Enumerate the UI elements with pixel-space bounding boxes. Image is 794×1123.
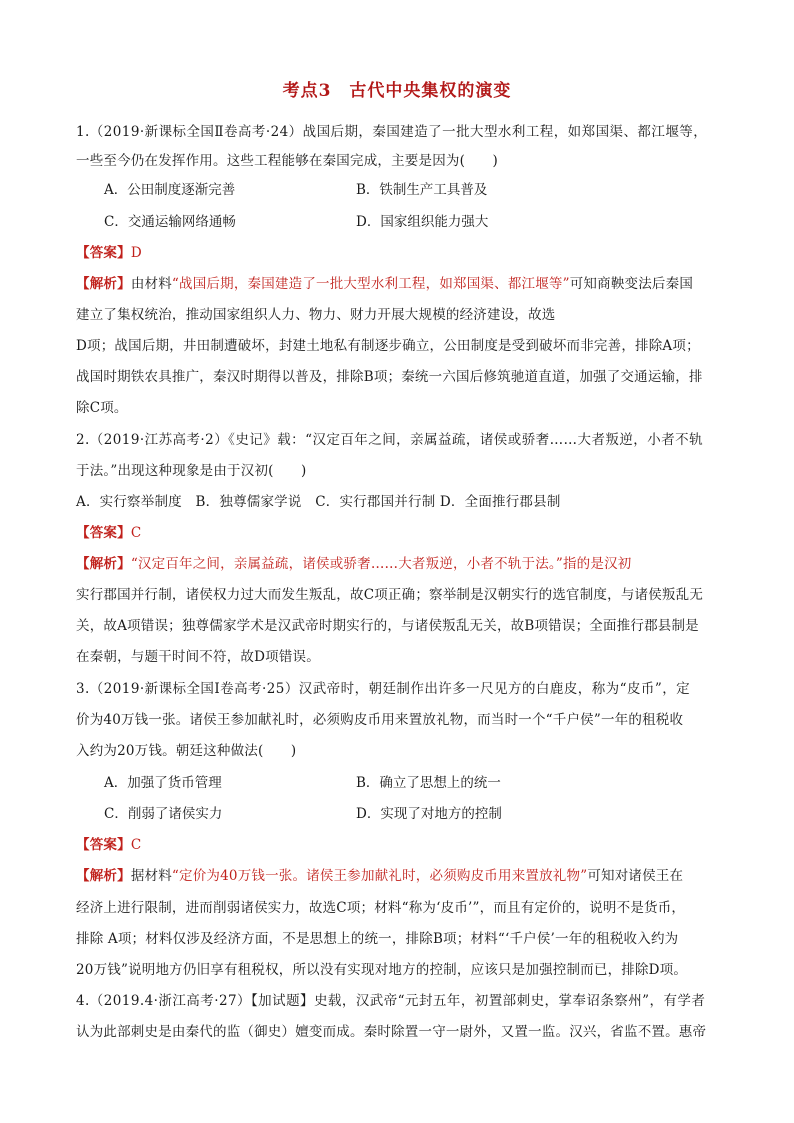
q1-option-b: B．铁制生产工具普及: [356, 182, 488, 198]
q2-stem-line-1: 2.（2019·江苏高考·2）《史记》载：“汉定百年之间，亲属益疏，诸侯或骄奢……大者叛逆，小者不轨: [76, 432, 704, 448]
answer-value: D: [130, 245, 142, 261]
analysis-text: 可知对诸侯王在: [587, 868, 684, 884]
q3-option-a: A．加强了货币管理: [104, 775, 222, 791]
q3-option-b: B．确立了思想上的统一: [356, 775, 501, 791]
analysis-quote: “定价为40万钱一张。诸侯王参加献礼时，必须购皮币用来置放礼物”: [171, 868, 588, 884]
q1-analysis-line-5: 除C项。: [76, 400, 128, 416]
analysis-text: 据材料: [130, 868, 172, 884]
q3-analysis-line-4: 20万钱”说明地方仍旧享有租税权，所以没有实现对地方的控制，应该只是加强控制而已，排除D项。: [76, 962, 688, 978]
q2-analysis-line-3: 关，故A项错误；独尊儒家学术是汉武帝时期实行的，与诸侯叛乱无关，故B项错误；全面推行郡县制是: [76, 618, 699, 634]
q2-analysis-line-4: 在秦朝，与题干时间不符，故D项错误。: [76, 649, 320, 665]
q3-analysis-line-3: 排除 A项；材料仅涉及经济方面，不是思想上的统一，排除B项；材料“‘千户侯’一年的租税收入约为: [76, 931, 679, 947]
answer-label: 【答案】: [76, 245, 131, 261]
analysis-text: 由材料: [130, 276, 172, 292]
q2-options: A．实行察举制度 B．独尊儒家学说 C．实行郡国并行制 D．全面推行郡县制: [76, 494, 561, 510]
q3-option-c: C．削弱了诸侯实力: [104, 806, 223, 822]
q1-option-a: A．公田制度逐渐完善: [104, 182, 236, 198]
q1-stem-line-1: 1.（2019·新课标全国Ⅱ卷高考·24）战国后期，秦国建造了一批大型水利工程，如郑国渠、都江堰等，: [76, 124, 708, 140]
analysis-label: 【解析】: [76, 276, 131, 292]
analysis-text: 可知商鞅变法后秦国: [569, 276, 694, 292]
q3-analysis-line-2: 经济上进行限制，进而削弱诸侯实力，故选C项；材料“称为‘皮币’”，而且有定价的，说明不是货币，: [76, 900, 686, 916]
analysis-label: 【解析】: [76, 868, 131, 884]
answer-value: C: [130, 837, 142, 853]
q1-option-d: D．国家组织能力强大: [356, 214, 489, 230]
analysis-quote: “汉定百年之间，亲属益疏，诸侯或骄奢……大者叛逆，小者不轨于法。”指的是汉初: [130, 556, 632, 572]
q1-stem-line-2: 一些至今仍在发挥作用。这些工程能够在秦国完成，主要是因为( ): [76, 153, 498, 169]
page-title: 考点3 古代中央集权的演变: [282, 81, 512, 101]
q1-analysis-line-1: [76, 275, 721, 293]
q3-stem-line-1: 3.（2019·新课标全国Ⅰ卷高考·25）汉武帝时，朝廷制作出许多一尺见方的白鹿皮，称为“皮币”，定: [76, 681, 691, 697]
q2-answer: [76, 524, 721, 542]
analysis-quote: “战国后期，秦国建造了一批大型水利工程，如郑国渠、都江堰等”: [171, 276, 570, 292]
q3-stem-line-3: 入约为20万钱。朝廷这种做法( ): [76, 743, 297, 759]
q1-analysis-line-4: 战国时期铁农具推广，秦汉时期得以普及，排除B项；秦统一六国后修筑驰道直道，加强了交通运输，排: [76, 369, 703, 385]
q4-stem-line-2: 认为此部刺史是由秦代的监（御史）嬗变而成。秦时除置一守一尉外，又置一监。汉兴，省监不置。惠帝: [76, 1024, 707, 1040]
q4-stem-line-1: 4.（2019.4·浙江高考·27）【加试题】史载，汉武帝“元封五年，初置部刺史，掌奉诏条察州”，有学者: [76, 993, 706, 1009]
q1-analysis-line-2: 建立了集权统治，推动国家组织人力、物力、财力开展大规模的经济建设，故选: [76, 307, 556, 323]
q2-analysis-line-1: [76, 555, 721, 573]
analysis-label: 【解析】: [76, 556, 131, 572]
answer-value: C: [130, 525, 142, 541]
q3-stem-line-2: 价为40万钱一张。诸侯王参加献礼时，必须购皮币用来置放礼物，而当时一个“千户侯”一年的租税收: [76, 712, 684, 728]
q2-stem-line-2: 于法。”出现这种现象是由于汉初( ): [76, 463, 307, 479]
q3-answer: [76, 836, 721, 854]
answer-label: 【答案】: [76, 837, 131, 853]
q1-answer: [76, 244, 721, 262]
q1-option-c: C．交通运输网络通畅: [104, 214, 236, 230]
q3-analysis-line-1: [76, 867, 721, 885]
q1-analysis-line-3: D项；战国后期，井田制遭破坏，封建土地私有制逐步确立，公田制度是受到破坏而非完善，排除A项；: [76, 338, 700, 354]
q3-option-d: D．实现了对地方的控制: [356, 806, 502, 822]
q2-analysis-line-2: 实行郡国并行制，诸侯权力过大而发生叛乱，故C项正确；察举制是汉朝实行的选官制度，与诸侯叛乱无: [76, 587, 704, 603]
answer-label: 【答案】: [76, 525, 131, 541]
